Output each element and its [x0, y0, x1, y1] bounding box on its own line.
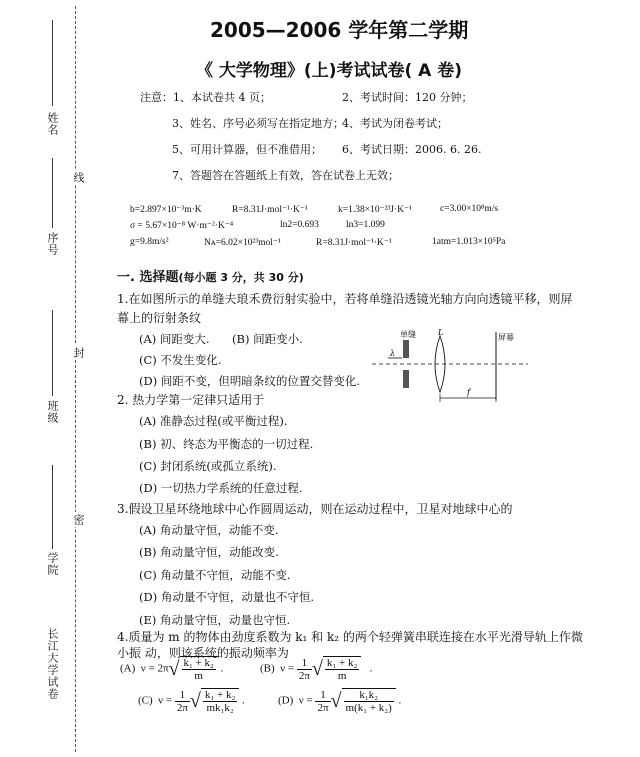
name-label: 姓名: [46, 112, 59, 136]
q4-option-b[interactable]: [260, 656, 372, 682]
const-ln2: ln2=0.693: [280, 220, 319, 230]
q1-option-b[interactable]: (B) 间距变小.: [232, 332, 303, 346]
q4-b-den: m: [337, 670, 347, 682]
const-b: b=2.897×10⁻³m·K: [130, 205, 202, 215]
q1-option-a[interactable]: (A) 间距变大.: [139, 332, 210, 346]
sqrt-icon: √: [189, 690, 201, 712]
college-label: 学院: [46, 552, 59, 576]
q2-option-a[interactable]: (A) 准静态过程(或平衡过程).: [139, 414, 288, 428]
const-NA: Nᴀ=6.02×10²³mol⁻¹: [204, 238, 281, 248]
const-ln3: ln3=1.099: [346, 220, 385, 230]
class-label: 班级: [46, 400, 59, 424]
q4-option-a[interactable]: [120, 656, 223, 682]
seal-char-xian: 线: [72, 172, 85, 183]
page-title: 2005—2006 学年第二学期: [210, 18, 469, 42]
single-slit-diagram: [370, 328, 530, 410]
label-lens: L: [438, 328, 444, 337]
q4-b-end: .: [369, 662, 373, 675]
q2-option-c[interactable]: (C) 封闭系统(或孤立系统).: [139, 459, 277, 473]
q4-c-fd: 2π: [176, 701, 188, 714]
seq-label: 序号: [46, 232, 59, 256]
note-5: 5、可用计算器，但不准借用；: [172, 143, 322, 156]
q2-stem: 2. 热力学第一定律只适用于: [117, 393, 265, 407]
slit-lower-block: [403, 370, 409, 388]
q4-d-fd: 2π: [317, 701, 329, 714]
sqrt-icon: √: [330, 690, 342, 712]
label-screen: 屏幕: [498, 333, 514, 342]
section-heading: [117, 266, 304, 285]
seq-blank[interactable]: [52, 158, 53, 228]
q4-a-label: (A): [120, 662, 136, 675]
binding-line: [75, 6, 76, 752]
q4-b-lhs: ν =: [280, 662, 295, 675]
class-blank[interactable]: [52, 310, 53, 396]
const-sigma: σ = 5.67×10⁻⁸ W·m⁻²·K⁻⁴: [130, 221, 234, 231]
section-points: (每小题 3 分，共 30 分): [178, 271, 304, 284]
exam-subtitle: 《 大学物理》(上)考试试卷( A 卷): [196, 61, 462, 81]
label-lambda: λ: [390, 349, 396, 358]
q4-a-end: .: [220, 662, 224, 675]
q4-d-den: m(k₁ + k₂): [345, 702, 392, 714]
q4-stem-line1: 4.质量为 m 的物体由劲度系数为 k₁ 和 k₂ 的两个轻弹簧串联连接在水平光滑导轨上作微: [117, 630, 583, 644]
q1-option-c[interactable]: (C) 不发生变化.: [139, 353, 222, 367]
q4-b-num: k₁ + k₂: [326, 657, 358, 669]
q2-option-d[interactable]: (D) 一切热力学系统的任意过程.: [139, 481, 303, 495]
q4-a-den: m: [194, 670, 203, 682]
q2-option-b[interactable]: (B) 初、终态为平衡态的一切过程.: [139, 437, 314, 451]
q4-c-label: (C): [138, 694, 153, 707]
q3-stem: 3.假设卫星环绕地球中心作圆周运动，则在运动过程中，卫星对地球中心的: [117, 502, 513, 516]
note-6: 6、考试日期：2006. 6. 26.: [342, 143, 482, 156]
q1-stem-line2: 幕上的衍射条纹: [117, 311, 202, 325]
const-c: c=3.00×10⁸m/s: [440, 204, 499, 214]
q4-a-lhs: ν = 2π: [140, 662, 169, 675]
q4-b-fn: 1: [297, 657, 312, 670]
const-R: R=8.31J·mol⁻¹·K⁻¹: [232, 205, 308, 215]
seal-char-feng: 封: [72, 347, 85, 358]
q4-b-fd: 2π: [298, 669, 310, 682]
note-3: 3、姓名、序号必须写在指定地方；: [172, 117, 344, 130]
q4-d-lhs: ν =: [298, 694, 313, 707]
college-blank[interactable]: [52, 465, 53, 549]
slit-upper-block: [403, 340, 409, 358]
q3-option-b[interactable]: (B) 角动量守恒，动能改变.: [139, 545, 279, 559]
label-slit: 单缝: [400, 330, 416, 339]
q3-option-d[interactable]: (D) 角动量不守恒，动量也不守恒.: [139, 590, 315, 604]
q4-c-num: k₁ + k₂: [204, 689, 236, 701]
section-title: 一. 选择题: [117, 270, 179, 285]
label-f: f: [467, 388, 470, 397]
note-7: 7、答题答在答题纸上有效，答在试卷上无效；: [172, 169, 399, 182]
q4-option-d[interactable]: [278, 688, 401, 714]
note-1: 注意：1、本试卷共 4 页；: [140, 91, 271, 104]
q4-option-c[interactable]: [138, 688, 245, 714]
q4-b-label: (B): [260, 662, 275, 675]
const-g: g=9.8m/s²: [130, 237, 169, 247]
q4-c-fn: 1: [175, 689, 190, 702]
q4-d-label: (D): [278, 694, 294, 707]
q3-option-a[interactable]: (A) 角动量守恒，动能不变.: [139, 523, 279, 537]
q4-c-lhs: ν =: [158, 694, 173, 707]
q1-stem-line1: 1.在如图所示的单缝夫琅禾费衍射实验中，若将单缝沿透镜光轴方向向透镜平移，则屏: [117, 292, 573, 306]
q4-d-end: .: [398, 694, 402, 707]
q4-d-fn: 1: [315, 689, 330, 702]
const-k: k=1.38×10⁻²³J·K⁻¹: [338, 205, 412, 215]
q4-c-den: mk₁k₂: [206, 702, 234, 714]
seal-char-mi: 密: [72, 514, 85, 525]
sqrt-icon: √: [168, 658, 180, 680]
name-blank[interactable]: [52, 20, 53, 106]
const-R2: R=8.31J·mol⁻¹·K⁻¹: [316, 238, 392, 248]
q4-c-end: .: [242, 694, 245, 707]
sqrt-icon: √: [311, 658, 323, 680]
note-2: 2、考试时间：120 分钟；: [342, 91, 473, 104]
const-atm: 1atm=1.013×10⁵Pa: [432, 237, 506, 247]
school-label: 长江大学试卷: [46, 628, 59, 700]
q4-a-num: k₁ + k₂: [183, 657, 214, 669]
q1-option-d[interactable]: (D) 间距不变，但明暗条纹的位置交替变化.: [139, 374, 361, 388]
q4-stem-line2: 小振 动，则该系统的振动频率为: [117, 646, 289, 660]
q3-option-c[interactable]: (C) 角动量不守恒，动能不变.: [139, 568, 291, 582]
q3-option-e[interactable]: (E) 角动量守恒，动量也守恒.: [139, 613, 291, 627]
q4-d-num: k₁k₂: [344, 689, 394, 702]
note-4: 4、考试为闭卷考试；: [342, 117, 448, 130]
